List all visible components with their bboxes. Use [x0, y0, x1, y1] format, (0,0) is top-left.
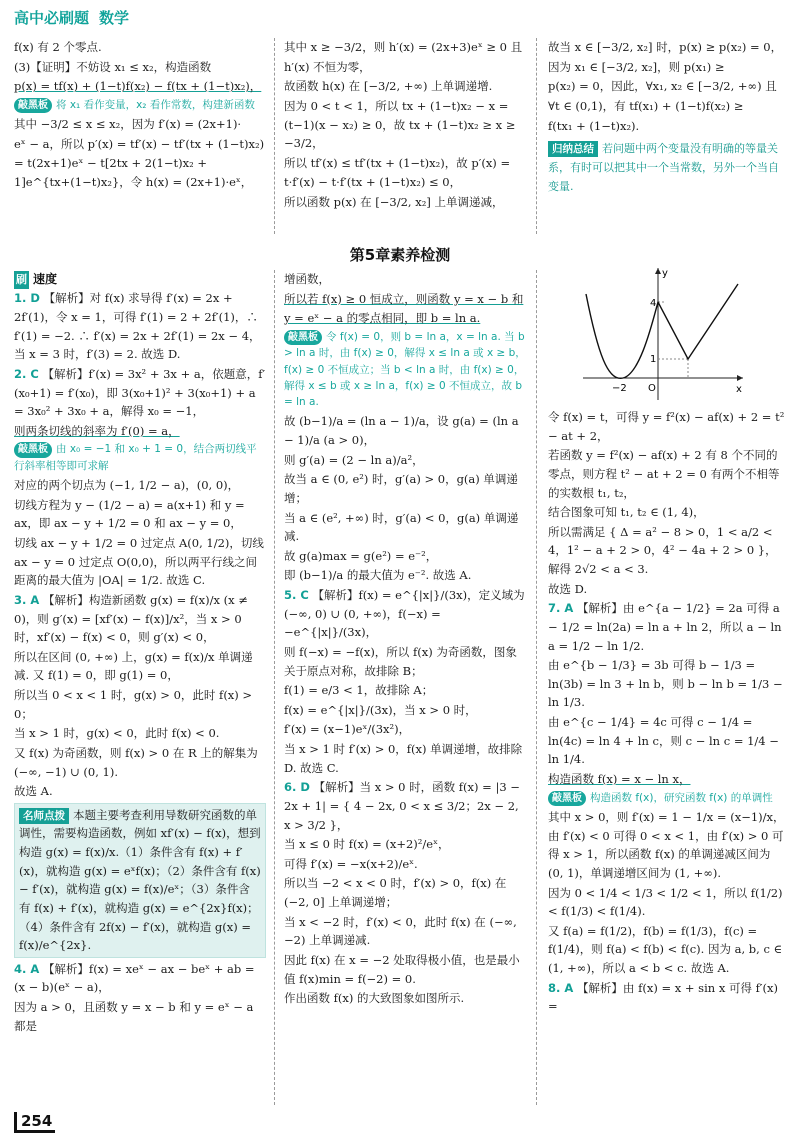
origin-label: O — [648, 383, 656, 394]
x-axis-arrow — [737, 375, 743, 381]
text-line: 由 e^{b − 1/3} = 3b 可得 b − 1/3 = ln(3b) = ln 3 + ln b，则 b − ln b = 1/3 − ln 1/3. — [548, 658, 783, 710]
text-line: 当 x < −2 时，f′(x) < 0，此时 f(x) 在 (−∞, −2) 上单调递减. — [284, 914, 517, 948]
column-divider — [536, 270, 537, 1105]
summary-block — [548, 139, 788, 195]
text-line: y = eˣ − a 的零点相同，即 b = ln a. — [284, 311, 481, 326]
text-line: 作出函数 f(x) 的大致图象如图所示. — [284, 991, 465, 1006]
text-line: 可得 f′(x) = −x(x+2)/eˣ. — [284, 856, 418, 871]
text-line: 构造函数 f(x) = x − ln x， — [548, 771, 691, 786]
page-number: 254 — [14, 1112, 55, 1133]
solution-text: 【解析】由 f(x) = x + sin x 可得 f′(x) = — [548, 980, 778, 1014]
text-line: 因为 0 < t < 1，所以 tx + (1−t)x₂ − x = (t−1)(x − x₂) ≥ 0，故 tx + (1−t)x₂ ≥ x ≥ −3/2， — [284, 98, 516, 151]
note-tag: 敲黑板 — [548, 791, 586, 807]
tick-label: 1 — [650, 354, 657, 365]
text-line: 其中 x > 0，则 f′(x) = 1 − 1/x = (x−1)/x，由 f′(x) < 0 可得 0 < x < 1，由 f′(x) > 0 可得 x > 1，所以函数 f(x) 的单调递减区间为 (0, 1)，单调递增区间为 (1, +∞). — [548, 810, 785, 880]
text-line: 若函数 y = f²(x) − af(x) + 2 有 8 个不同的零点，则方程 t² − at + 2 = 0 有两个不相等的实数根 t₁, t₂， — [548, 448, 780, 500]
text-line: 当 x ≤ 0 时 f(x) = (x+2)²/eˣ， — [284, 837, 450, 852]
text-line: 所以若 f(x) ≥ 0 恒成立，则函数 y = x − b 和 — [284, 291, 524, 306]
question-number: 4. A — [14, 961, 40, 976]
text-line: 1]e^{tx+(1−t)x₂}，令 h(x) = (2x+1)·eˣ， — [14, 175, 253, 190]
text-line: 故当 x ∈ [−3/2, x₂] 时，p(x) ≥ p(x₂) = 0， — [548, 40, 783, 54]
text-line: 所以 tf′(x) ≤ tf′(tx + (1−t)x₂)，故 p′(x) = — [284, 155, 511, 170]
question-number: 2. C — [14, 366, 39, 381]
text-line: 对应的两个切点为 (−1, 1/2 − a)，(0, 0)， — [14, 478, 240, 493]
solution-text: 【解析】构造新函数 g(x) = f(x)/x (x ≠ 0)，则 g′(x) = [xf′(x) − f(x)]/x²，当 x > 0 时，xf′(x) − f(x) < 0，则 g′(x) < 0， — [14, 592, 248, 645]
text-line: 切线 ax − y + 1/2 = 0 过定点 A(0, 1/2)，切线 ax − y = 0 过定点 O(0,0)，所以两平行线之间距离的最大值为 |OA| = 1/2. 故选 C. — [14, 536, 264, 588]
tick-label: 4 — [650, 298, 657, 309]
text-line: 所以当 −2 < x < 0 时，f′(x) > 0，f(x) 在 (−2, 0] 上单调递增； — [284, 876, 507, 910]
book-title: 高中必刷题 — [14, 9, 90, 27]
solution-text: 【解析】对 f(x) 求导得 f′(x) = 2x + 2f′(1)，令 x = 1，可得 f′(1) = 2 + 2f′(1)，∴ f′(1) = −2. ∴ f′(x) = 2x + 2f′(1) = 2x − 4，当 x = 3 时，f′(3) = 2. 故选 D. — [14, 291, 261, 362]
text-line: 增函数， — [284, 272, 330, 286]
top-column-3 — [548, 38, 788, 234]
note-text: 由 x₀ = −1 和 x₀ + 1 = 0，结合两切线平行斜率相等即可求解 — [14, 443, 257, 472]
speed-heading — [14, 270, 266, 289]
note-tag: 敲黑板 — [284, 330, 322, 346]
middle-column — [284, 270, 528, 1105]
note-box — [284, 329, 528, 411]
left-column — [14, 270, 266, 1105]
text-line: 故 (b−1)/a = (ln a − 1)/a，设 g(a) = (ln a − 1)/a (a > 0)， — [284, 414, 519, 448]
text-line: 则 g′(a) = (2 − ln a)/a²， — [284, 452, 424, 467]
note-tag: 敲黑板 — [14, 98, 52, 114]
column-divider — [274, 38, 275, 234]
text-line: 则两条切线的斜率为 f′(0) = a， — [14, 423, 180, 438]
page-header — [14, 6, 129, 32]
text-line: 由 e^{c − 1/4} = 4c 可得 c − 1/4 = ln(4c) = ln 4 + ln c，则 c − ln c = 1/4 − ln 1/4. — [548, 715, 779, 767]
tip-text: 本题主要考查利用导数研究函数的单调性，需要构造函数，例如 xf′(x) − f(x)，想到构造 g(x) = f(x)/x.（1）条件含有 f(x) + f′(x)，就构造 g(x) = eˣf(x)；（2）条件含有 f(x) − f′(x)，就构造 g(x) = f(x)/eˣ；（3）条件含有 f(x) + f′(x)，就构造 g(x) = e^{2x}f(x)；（4）条件含有 2f(x) − f′(x)，就构造 g(x) = f(x)/e^{2x}. — [19, 807, 261, 953]
text-line: 切线方程为 y − (1/2 − a) = a(x+1) 和 y = ax，即 ax − y + 1/2 = 0 和 ax − y = 0， — [14, 497, 245, 531]
text-line: t·f′(x) − t·f′(tx + (1−t)x₂) ≤ 0， — [284, 175, 462, 190]
solution-text: 【解析】由 e^{a − 1/2} = 2a 可得 a − 1/2 = ln(2a) = ln a + ln 2，所以 a − ln a = 1/2 − ln 1/2. — [548, 601, 782, 653]
solution-text: 【解析】f′(x) = 3x² + 3x + a，依题意，f′(x₀+1) = f′(x₀)，即 3(x₀+1)² + 3(x₀+1) + a = 3x₀² + 3x₀ + a，解得 x₀ = −1， — [14, 366, 266, 419]
note-box — [548, 790, 788, 807]
text-line: f′(x) = (x−1)eˣ/(3x²)， — [284, 722, 411, 737]
x-label: x — [736, 384, 742, 395]
note-box — [14, 441, 266, 474]
summary-text: 若问题中两个变量没有明确的等量关系，有时可以把其中一个当常数，另外一个当自变量. — [548, 142, 779, 193]
text-line: f(x) 有 2 个零点. — [14, 40, 102, 54]
text-line: f(tx₁ + (1−t)x₂). — [548, 118, 640, 133]
curve — [586, 284, 738, 378]
text-line: 故 g(a)max = g(e²) = e⁻²， — [284, 548, 438, 563]
tip-tag: 名师点拨 — [19, 808, 69, 824]
text-line: 当 a ∈ (e², +∞) 时，g′(a) < 0，g(a) 单调递减. — [284, 510, 519, 544]
text-line: (3)【证明】不妨设 x₁ ≤ x₂，构造函数 — [14, 59, 212, 74]
text-line: 所以需满足 { Δ = a² − 8 > 0，1 < a/2 < 4，1² − a + 2 > 0，4² − 4a + 2 > 0 }，解得 2√2 < a < 3. — [548, 524, 777, 576]
text-line: 又 f(a) = f(1/2)，f(b) = f(1/3)，f(c) = f(1/4)，则 f(a) < f(b) < f(c). 因为 a, b, c ∈ (1, +∞)，所以 a < b < c. 故选 A. — [548, 923, 783, 975]
column-divider — [536, 38, 537, 234]
text-line: 故函数 h(x) 在 [−3/2, +∞) 上单调递增. — [284, 79, 493, 94]
text-line: 所以在区间 (0, +∞) 上，g(x) = f(x)/x 单调递减. 又 f(1) = 0，即 g(1) = 0， — [14, 649, 253, 683]
text-line: 结合图象可知 t₁, t₂ ∈ (1, 4)， — [548, 505, 705, 520]
text-line: f(x) = e^{|x|}/(3x)，当 x > 0 时， — [284, 702, 477, 717]
text-line: 故当 a ∈ (0, e²) 时，g′(a) > 0，g(a) 单调递增； — [284, 472, 518, 505]
text-line: 故选 D. — [548, 581, 588, 596]
top-column-2 — [284, 38, 528, 234]
text-line: 故选 A. — [14, 784, 53, 799]
text-line: 令 f(x) = t，可得 y = f²(x) − af(x) + 2 = t² − at + 2， — [548, 410, 785, 443]
note-tag: 敲黑板 — [14, 442, 52, 458]
note-text: 令 f(x) = 0，则 b = ln a，x = ln a. 当 b > ln a 时，由 f(x) ≥ 0，解得 x ≤ ln a 或 x ≥ b，f(x) ≥ 0 不恒成立；当 b < ln a 时，由 f(x) ≥ 0，解得 x ≤ b 或 x ≥ ln a，f(x) ≥ 0 不恒成立，故 b = ln a. — [284, 330, 526, 409]
text-line: 所以当 0 < x < 1 时，g(x) > 0，此时 f(x) > 0； — [14, 688, 253, 721]
tick-label: −2 — [612, 383, 627, 394]
note-text: 构造函数 f(x)，研究函数 f(x) 的单调性 — [590, 791, 773, 804]
text-line: 则 f(−x) = −f(x)，所以 f(x) 为奇函数，图象关于原点对称，故排除 B； — [284, 644, 517, 678]
solution-text: 【解析】f(x) = xeˣ − ax − beˣ + ab = (x − b)(eˣ − a)， — [14, 961, 255, 995]
note-text: 将 x₁ 看作变量，x₂ 看作常数，构建新函数 — [56, 98, 255, 111]
text-line: p(x) = tf(x) + (1−t)f(x₂) − f(tx + (1−t)x₂)， — [14, 79, 262, 94]
speed-label: 速度 — [33, 272, 58, 286]
question-number: 5. C — [284, 588, 309, 603]
question-number: 7. A — [548, 601, 574, 616]
function-graph — [578, 264, 748, 404]
right-column — [548, 262, 788, 1107]
question-number: 3. A — [14, 592, 40, 607]
text-line: ∀t ∈ (0,1)，有 tf(x₁) + (1−t)f(x₂) ≥ — [548, 98, 744, 113]
text-line: 当 x > 1 时，g(x) < 0，此时 f(x) < 0. — [14, 726, 220, 741]
text-line: 其中 x ≥ −3/2，则 h′(x) = (2x+3)eˣ ≥ 0 且 — [284, 40, 523, 54]
y-axis-arrow — [655, 268, 661, 274]
column-divider — [274, 270, 275, 1105]
question-number: 8. A — [548, 980, 574, 995]
text-line: 因此 f(x) 在 x = −2 处取得极小值，也是最小值 f(x)min = f(−2) = 0. — [284, 952, 520, 986]
text-line: 其中 −3/2 ≤ x ≤ x₂，因为 f′(x) = (2x+1)· — [14, 117, 242, 132]
text-line: eˣ − a，所以 p′(x) = tf′(x) − tf′(tx + (1−t)x₂) = t(2x+1)eˣ − t[2tx + 2(1−t)x₂ + — [14, 137, 265, 170]
text-line: f(1) = e/3 < 1，故排除 A； — [284, 683, 434, 698]
text-line: 因为 0 < 1/4 < 1/3 < 1/2 < 1，所以 f(1/2) < f(1/3) < f(1/4). — [548, 885, 783, 919]
text-line: p(x₂) = 0，因此，∀x₁, x₂ ∈ [−3/2, +∞) 且 — [548, 79, 777, 94]
summary-tag: 归纳总结 — [548, 141, 598, 157]
text-line: 所以函数 p(x) 在 [−3/2, x₂] 上单调递减， — [284, 195, 504, 209]
solution-text: 【解析】f(x) = e^{|x|}/(3x)，定义域为 (−∞, 0) ∪ (0, +∞)，f(−x) = −e^{|x|}/(3x)， — [284, 588, 525, 640]
note-box — [14, 97, 266, 114]
book-subject: 数学 — [99, 9, 130, 27]
question-number: 6. D — [284, 780, 310, 795]
solution-text: 【解析】当 x > 0 时，函数 f(x) = |3 − 2x + 1| = { 4 − 2x, 0 < x ≤ 3/2；2x − 2, x > 3/2 }， — [284, 780, 520, 832]
y-label: y — [662, 268, 668, 279]
text-line: h′(x) 不恒为零， — [284, 59, 371, 74]
text-line: 当 x > 1 时 f′(x) > 0，f(x) 单调递增，故排除 D. 故选 C. — [284, 742, 523, 775]
text-line: 即 (b−1)/a 的最大值为 e⁻². 故选 A. — [284, 568, 472, 583]
speed-mark: 刷 — [14, 271, 29, 289]
question-number: 1. D — [14, 291, 40, 306]
tip-box — [14, 803, 266, 958]
text-line: 又 f(x) 为奇函数，则 f(x) > 0 在 R 上的解集为 (−∞, −1) ∪ (0, 1). — [14, 745, 258, 779]
text-line: 因为 x₁ ∈ [−3/2, x₂]，则 p(x₁) ≥ — [548, 59, 725, 74]
text-line: 因为 a > 0，且函数 y = x − b 和 y = eˣ − a 都是 — [14, 1000, 254, 1033]
section-title: 第5章素养检测 — [349, 246, 451, 264]
top-column-1 — [14, 38, 266, 234]
